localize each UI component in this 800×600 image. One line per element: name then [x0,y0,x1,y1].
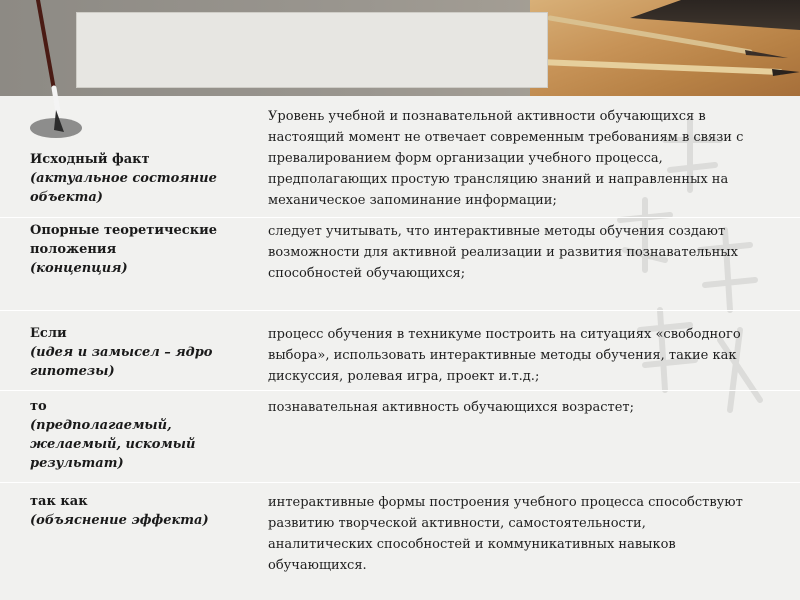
row-separator [0,390,800,391]
title-placeholder [76,12,548,88]
row-label [30,324,230,381]
row-separator [0,482,800,483]
label-sub: (концепция) [30,261,128,276]
row-text: познавательная активность обучающихся возрастет; [268,400,634,415]
row-label [30,150,230,207]
row-label [30,221,230,278]
calligraphy-brushes-icon [540,0,800,96]
row-label [30,397,230,473]
label-sub: (идея и замысел – ядро гипотезы) [30,345,213,379]
row-label [30,492,230,530]
ink-brush-icon [14,0,84,140]
row-text: интерактивные формы построения учебного процесса способствуют развитию творческой активности, самостоятельности, аналитических способностей и коммуникативных навыков обучающихся. [268,495,743,573]
label-main: так как [30,494,88,509]
row-text: следует учитывать, что интерактивные методы обучения создают возможности для активной реализации и развития познавательных способностей обучающихся; [268,224,738,281]
row-separator [0,310,800,311]
label-sub: (актуальное состояние объекта) [30,171,217,205]
label-sub: (объяснение эффекта) [30,513,209,528]
row-text: процесс обучения в техникуме построить на ситуациях «свободного выбора», использовать интерактивные методы обучения, такие как дискуссия, ролевая игра, проект и.т.д.; [268,327,741,384]
label-sub: (предполагаемый, желаемый, искомый результат) [30,418,196,471]
label-main: Исходный факт [30,152,150,167]
row-text: Уровень учебной и познавательной активности обучающихся в настоящий момент не отвечает современным требованиям в связи с превалированием форм организации учебного процесса, предполагающих простую трансляцию знаний и направленных на механическое запоминание информации; [268,109,744,208]
row-separator [0,217,800,218]
label-main: то [30,399,47,414]
label-main: Опорные теоретические положения [30,223,218,257]
label-main: Если [30,326,67,341]
